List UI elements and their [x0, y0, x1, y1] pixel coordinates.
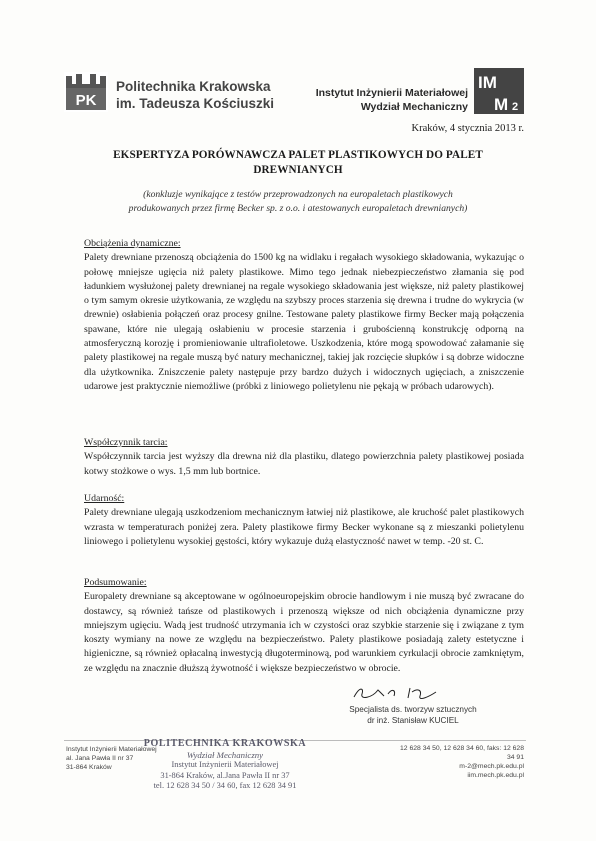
institute-line1: Instytut Inżynierii Materiałowej — [315, 87, 468, 99]
section-heading: Współczynnik tarcia: — [84, 437, 168, 448]
university-name — [116, 78, 274, 112]
section-dynamic-loads — [84, 237, 524, 394]
svg-text:2: 2 — [512, 101, 519, 113]
footer-phone: 12 628 34 50, 12 628 34 60, faks: 12 628 34 91 — [400, 745, 524, 761]
signature-title: Specjalista ds. tworzyw sztucznych — [349, 705, 477, 714]
document-title — [98, 148, 498, 177]
svg-text:M: M — [494, 95, 509, 114]
section-body: Współczynnik tarcia jest wyższy dla drewna niż dla plastiku, dlatego powierzchnia palety plastikowej posiada kotwy stożkowe o wys. 1,5 mm lub bortnice. — [84, 451, 524, 477]
section-heading: Udarność: — [84, 493, 125, 504]
institute-name — [300, 86, 468, 114]
subtitle-line2: produkowanych przez firmę Becker sp. z o.o. i atestowanych europaletach drewnianych) — [128, 202, 468, 214]
footer-left-line3: 31-864 Kraków — [66, 764, 112, 771]
section-heading: Obciążenia dynamiczne: — [84, 238, 181, 249]
section-friction — [84, 436, 524, 479]
svg-text:PK: PK — [75, 92, 97, 109]
stamp-line5: tel. 12 628 34 50 / 34 60, fax 12 628 34 91 — [153, 781, 297, 790]
university-line2: im. Tadeusza Kościuszki — [116, 96, 275, 111]
stamp-line3: Instytut Inżynierii Materiałowej — [171, 760, 279, 769]
institute-line2: Wydział Mechaniczny — [360, 101, 468, 113]
svg-text:IM: IM — [478, 73, 497, 92]
handwritten-signature — [350, 684, 470, 702]
politechnika-krakowska-logo — [64, 72, 108, 112]
section-body: Palety drewniane przenoszą obciążenia do 1500 kg na widlaku i regałach wysokiego składowania, wykazując o połowę mniejsze ugięcia niż palety plastikowe. Mimo tego jednak niebezpieczeństwo złamania się pod ładunkiem wysłużonej palety drewnianej na regale wysokiego składowania jest większe, niż palety plastikowej o tym samym okresie użytkowania, ze względu na szybszy proces starzenia się drewna i trudne do wykrycia (w drewnie) osłabienia połączeń oraz procesy gnilne. Testowane palety plastikowe firmy Becker mają połączenia spawane, które nie ulegają osłabieniu w procesie starzenia i grubościenną konstrukcję odporną na atmosferyczną korozję i promieniowanie ultrafioletowe. Uszkodzenia, które mogą spowodować załamanie się palety plastikowej na regale muszą być natury mechanicznej, takiej jak rozcięcie słupków i są dobrze widoczne dla użytkownika. Zniszczenie palety następuje przy bardzo dużych i widocznych ugięciach, a zniszczenie udarowe jest praktycznie niemożliwe (próbki z liniowego polietylenu nie pękają w próbach udarowych). — [84, 252, 524, 392]
signature-name: dr inż. Stanisław KUCIEL — [367, 716, 459, 725]
section-impact-strength — [84, 492, 524, 549]
document-date: Kraków, 4 stycznia 2013 r. — [411, 123, 524, 134]
footer-left-line1: Instytut Inżynierii Materiałowej — [66, 746, 157, 753]
title-line1: EKSPERTYZA PORÓWNAWCZA PALET PLASTIKOWYCH DO PALET — [113, 149, 483, 161]
section-summary — [84, 576, 524, 676]
document-subtitle — [92, 188, 504, 215]
footer-left-line2: al. Jana Pawła II nr 37 — [66, 755, 134, 762]
subtitle-line1: (konkluzje wynikające z testów przeprowadzonych na europaletach plastikowych — [143, 189, 453, 200]
imm2-logo — [474, 68, 524, 114]
section-body: Europalety drewniane są akceptowane w ogólnoeuropejskim obrocie handlowym i nie muszą być zwracane do dostawcy, są również tańsze od plastikowych i przenoszą większe od nich obciążenia dynamiczne przy mniejszym ugięciu. Wadą jest trudność utrzymania ich w czystości oraz szybkie starzenie się i związane z tym koszty wymiany na nowe ze względu na bezpieczeństwo. Palety plastikowe posiadają zalety estetyczne i higieniczne, są również opłacalną inwestycją długoterminową, pod warunkiem cyrkulacji obrocie zamkniętym, ze względu na znacznie dłuższą żywotność i większe bezpieczeństwo w obrocie. — [84, 591, 524, 674]
footer-website: iim.mech.pk.edu.pl — [467, 772, 524, 779]
footer-contact — [400, 744, 524, 780]
section-body: Palety drewniane ulegają uszkodzeniom mechanicznym łatwiej niż plastikowe, ale kruchość palet plastikowych wzrasta w temperaturach poniżej zera. Palety plastikowe firmy Becker wykonane są z mieszanki polietylenu liniowego i polietylenu wysokiej gęstości, który wykazuje dużą elastyczność nawet w temp. -20 st. C. — [84, 507, 524, 547]
stamp-line2: Wydział Mechaniczny — [186, 749, 264, 760]
section-heading: Podsumowanie: — [84, 577, 147, 588]
university-line1: Politechnika Krakowska — [116, 79, 271, 94]
stamp-line1: POLITECHNIKA KRAKOWSKA — [143, 738, 307, 749]
signature-block — [300, 704, 526, 726]
title-line2: DREWNIANYCH — [253, 163, 343, 176]
official-stamp — [135, 739, 315, 792]
footer-email: m-2@mech.pk.edu.pl — [459, 763, 524, 770]
stamp-line4: 31-864 Kraków, al.Jana Pawła II nr 37 — [160, 770, 290, 780]
